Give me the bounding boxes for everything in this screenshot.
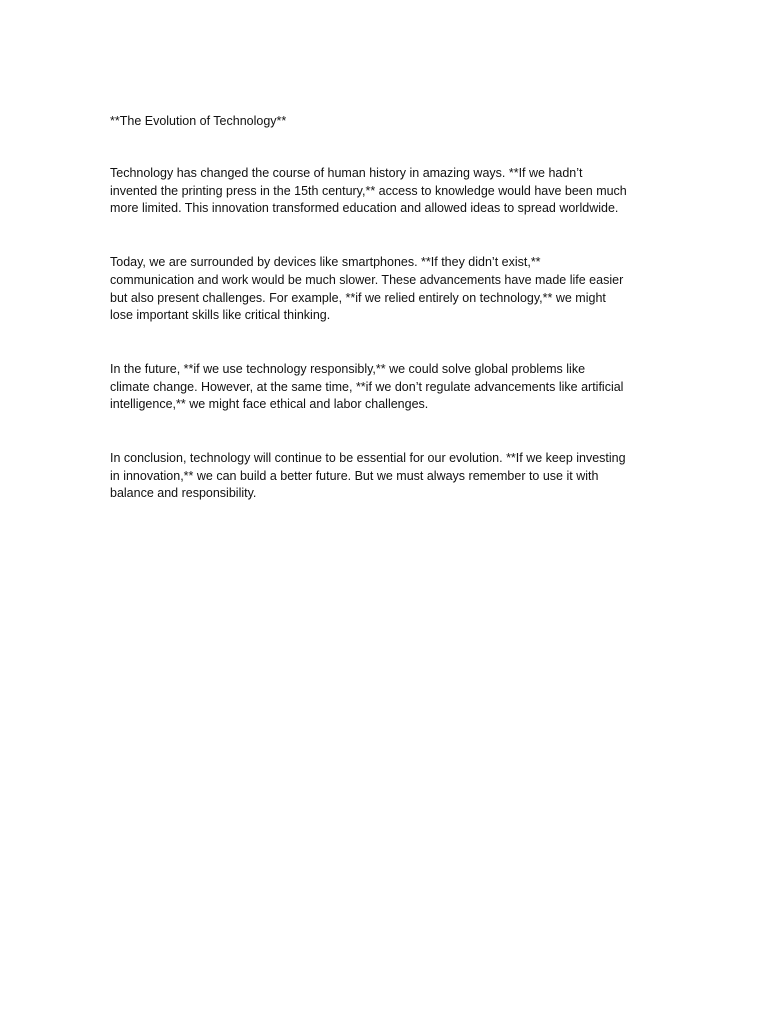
paragraph-intro	[110, 165, 670, 218]
text-line: in innovation,** we can build a better future. But we must always remember to use it with	[110, 468, 599, 483]
text-line: intelligence,** we might face ethical and labor challenges.	[110, 397, 429, 412]
text-line: more limited. This innovation transformed education and allowed ideas to spread worldwide.	[110, 201, 619, 216]
text-line: communication and work would be much slower. These advancements have made life easier	[110, 272, 624, 287]
document-title: **The Evolution of Technology**	[110, 114, 287, 128]
text-line: balance and responsibility.	[110, 486, 257, 501]
paragraph-future	[110, 361, 670, 414]
text-line: In the future, **if we use technology responsibly,** we could solve global problems like	[110, 361, 586, 376]
paragraph-today	[110, 254, 670, 325]
paragraph-conclusion	[110, 450, 670, 503]
text-line: In conclusion, technology will continue to be essential for our evolution. **If we keep investing	[110, 451, 626, 466]
text-line: climate change. However, at the same time, **if we don’t regulate advancements like artificial	[110, 379, 624, 394]
text-line: Today, we are surrounded by devices like smartphones. **If they didn’t exist,**	[110, 255, 541, 270]
text-line: but also present challenges. For example, **if we relied entirely on technology,** we might	[110, 290, 606, 305]
document-page	[110, 112, 670, 539]
text-line: Technology has changed the course of human history in amazing ways. **If we hadn’t	[110, 166, 583, 180]
text-line: invented the printing press in the 15th century,** access to knowledge would have been much	[110, 183, 627, 198]
text-line: lose important skills like critical thinking.	[110, 308, 331, 323]
